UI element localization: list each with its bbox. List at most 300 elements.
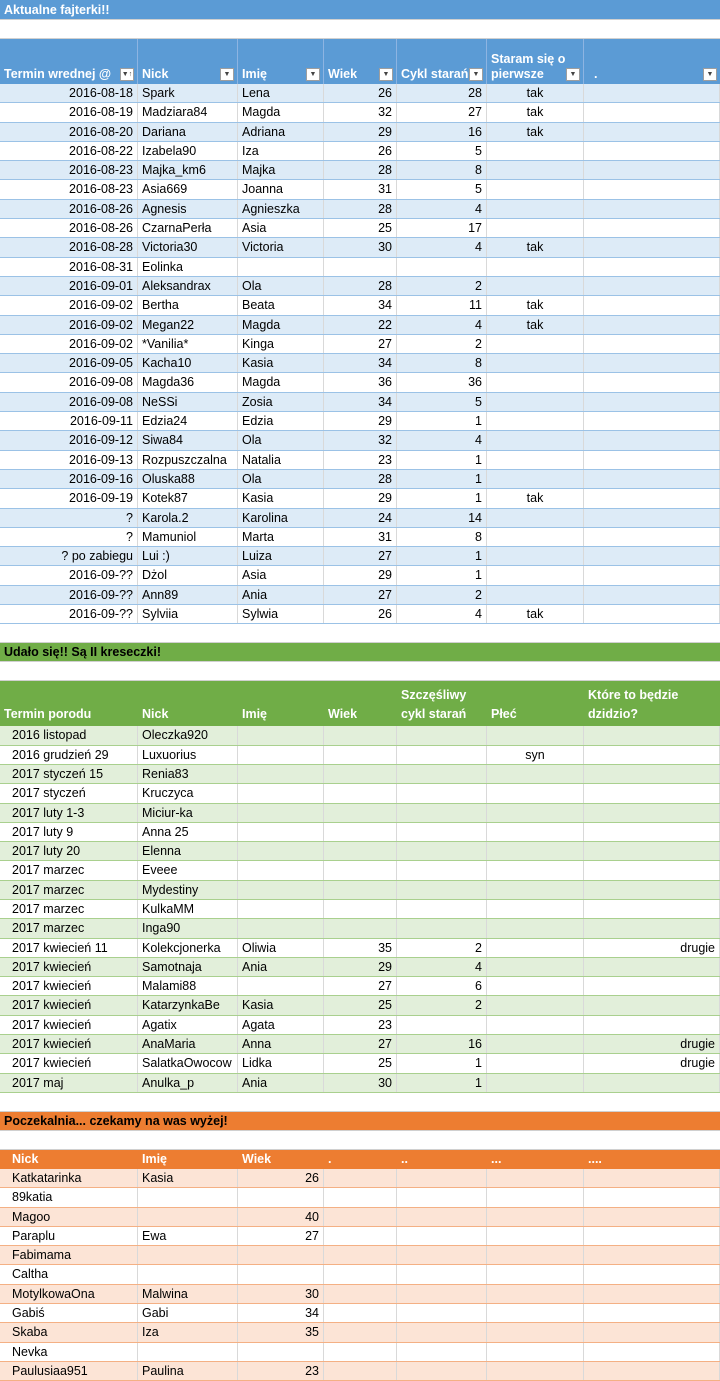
table-cell[interactable]: [487, 161, 584, 179]
table-cell[interactable]: Aleksandrax: [138, 277, 238, 295]
table-cell[interactable]: 2017 marzec: [0, 900, 138, 918]
table-cell[interactable]: [324, 1362, 397, 1380]
table-cell[interactable]: 17: [397, 219, 487, 237]
table-cell[interactable]: [397, 765, 487, 783]
table-cell[interactable]: [584, 996, 720, 1014]
table-cell[interactable]: [487, 900, 584, 918]
table-cell[interactable]: [584, 161, 720, 179]
table-cell[interactable]: Kinga: [238, 335, 324, 353]
table-cell[interactable]: tak: [487, 316, 584, 334]
table-cell[interactable]: [397, 861, 487, 879]
table-cell[interactable]: [584, 804, 720, 822]
table-cell[interactable]: [324, 1227, 397, 1245]
table-cell[interactable]: KulkaMM: [138, 900, 238, 918]
table-cell[interactable]: [238, 765, 324, 783]
table-cell[interactable]: [397, 1246, 487, 1264]
table-cell[interactable]: [487, 142, 584, 160]
table-cell[interactable]: 23: [324, 1016, 397, 1034]
table-cell[interactable]: Joanna: [238, 180, 324, 198]
table-cell[interactable]: 26: [238, 1169, 324, 1187]
table-cell[interactable]: [397, 1362, 487, 1380]
table-cell[interactable]: syn: [487, 746, 584, 764]
table-cell[interactable]: 25: [324, 1054, 397, 1072]
table-cell[interactable]: [584, 958, 720, 976]
table-cell[interactable]: 8: [397, 354, 487, 372]
table-cell[interactable]: 35: [324, 939, 397, 957]
table-cell[interactable]: Edzia: [238, 412, 324, 430]
table-cell[interactable]: [584, 393, 720, 411]
table-cell[interactable]: [487, 431, 584, 449]
table-cell[interactable]: [584, 489, 720, 507]
table-cell[interactable]: 28: [324, 470, 397, 488]
table-cell[interactable]: [487, 726, 584, 744]
table-cell[interactable]: 8: [397, 528, 487, 546]
table-cell[interactable]: [487, 1285, 584, 1303]
table-cell[interactable]: [397, 746, 487, 764]
table-cell[interactable]: [584, 123, 720, 141]
table-cell[interactable]: 29: [324, 489, 397, 507]
table-cell[interactable]: 35: [238, 1323, 324, 1341]
table-cell[interactable]: Bertha: [138, 296, 238, 314]
table-cell[interactable]: SalatkaOwocow: [138, 1054, 238, 1072]
table-cell[interactable]: 2016-09-02: [0, 335, 138, 353]
table-cell[interactable]: [397, 881, 487, 899]
table-cell[interactable]: [584, 1074, 720, 1092]
table-cell[interactable]: 2017 luty 1-3: [0, 804, 138, 822]
table-cell[interactable]: 27: [324, 1035, 397, 1053]
table-cell[interactable]: [324, 804, 397, 822]
table-cell[interactable]: [584, 1343, 720, 1361]
table-cell[interactable]: [584, 605, 720, 623]
table-cell[interactable]: [487, 1246, 584, 1264]
table-cell[interactable]: Elenna: [138, 842, 238, 860]
table-cell[interactable]: [584, 84, 720, 102]
table-cell[interactable]: 2016-08-18: [0, 84, 138, 102]
table-cell[interactable]: 29: [324, 123, 397, 141]
table-cell[interactable]: [324, 1343, 397, 1361]
table-cell[interactable]: tak: [487, 296, 584, 314]
table-cell[interactable]: [397, 1016, 487, 1034]
table-cell[interactable]: tak: [487, 605, 584, 623]
table-cell[interactable]: [584, 1304, 720, 1322]
table-cell[interactable]: [487, 958, 584, 976]
table-cell[interactable]: [324, 1246, 397, 1264]
table-cell[interactable]: Skaba: [0, 1323, 138, 1341]
table-cell[interactable]: [397, 1304, 487, 1322]
table-cell[interactable]: 36: [397, 373, 487, 391]
table-cell[interactable]: 2: [397, 335, 487, 353]
table-cell[interactable]: [584, 1227, 720, 1245]
table-cell[interactable]: [487, 1323, 584, 1341]
table-cell[interactable]: [487, 566, 584, 584]
table-cell[interactable]: Kasia: [238, 996, 324, 1014]
filter-dropdown-icon[interactable]: ▼: [566, 68, 580, 81]
table-cell[interactable]: Izabela90: [138, 142, 238, 160]
table-cell[interactable]: Karola.2: [138, 509, 238, 527]
table-cell[interactable]: tak: [487, 489, 584, 507]
table-cell[interactable]: Magoo: [0, 1208, 138, 1226]
table-cell[interactable]: Paulina: [138, 1362, 238, 1380]
filter-dropdown-icon[interactable]: ▼: [306, 68, 320, 81]
table-cell[interactable]: Siwa84: [138, 431, 238, 449]
table-cell[interactable]: [397, 1265, 487, 1283]
table-cell[interactable]: Inga90: [138, 919, 238, 937]
table-cell[interactable]: [487, 1016, 584, 1034]
table-cell[interactable]: [487, 1074, 584, 1092]
table-cell[interactable]: 28: [324, 200, 397, 218]
table-cell[interactable]: Adriana: [238, 123, 324, 141]
table-cell[interactable]: [397, 919, 487, 937]
table-cell[interactable]: [397, 842, 487, 860]
table-cell[interactable]: [487, 373, 584, 391]
table-cell[interactable]: 2017 luty 9: [0, 823, 138, 841]
table-cell[interactable]: [584, 335, 720, 353]
table-cell[interactable]: drugie: [584, 1054, 720, 1072]
table-cell[interactable]: Nevka: [0, 1343, 138, 1361]
table-cell[interactable]: tak: [487, 123, 584, 141]
table-cell[interactable]: [584, 977, 720, 995]
table-cell[interactable]: [397, 1285, 487, 1303]
table-cell[interactable]: Agnesis: [138, 200, 238, 218]
table-cell[interactable]: [487, 219, 584, 237]
table-cell[interactable]: Lui :): [138, 547, 238, 565]
table-cell[interactable]: 1: [397, 470, 487, 488]
table-cell[interactable]: AnaMaria: [138, 1035, 238, 1053]
table-cell[interactable]: [487, 451, 584, 469]
header-wiek[interactable]: Wiek ▼: [324, 39, 397, 84]
table-cell[interactable]: Karolina: [238, 509, 324, 527]
table-cell[interactable]: 2017 marzec: [0, 881, 138, 899]
table-cell[interactable]: 1: [397, 412, 487, 430]
table-cell[interactable]: Asia: [238, 566, 324, 584]
table-cell[interactable]: ?: [0, 528, 138, 546]
table-cell[interactable]: 4: [397, 431, 487, 449]
table-cell[interactable]: Eveee: [138, 861, 238, 879]
table-cell[interactable]: Ewa: [138, 1227, 238, 1245]
table-cell[interactable]: Katkatarinka: [0, 1169, 138, 1187]
table-cell[interactable]: [584, 142, 720, 160]
table-cell[interactable]: [584, 296, 720, 314]
table-cell[interactable]: Ania: [238, 586, 324, 604]
table-cell[interactable]: [324, 784, 397, 802]
table-cell[interactable]: [584, 861, 720, 879]
table-cell[interactable]: [238, 726, 324, 744]
table-cell[interactable]: [487, 470, 584, 488]
table-cell[interactable]: 34: [324, 296, 397, 314]
table-cell[interactable]: [487, 509, 584, 527]
table-cell[interactable]: Miciur-ka: [138, 804, 238, 822]
table-cell[interactable]: [584, 1246, 720, 1264]
table-cell[interactable]: [238, 1265, 324, 1283]
table-cell[interactable]: Kotek87: [138, 489, 238, 507]
table-cell[interactable]: [584, 1208, 720, 1226]
table-cell[interactable]: [584, 1285, 720, 1303]
table-cell[interactable]: Gabi: [138, 1304, 238, 1322]
table-cell[interactable]: [487, 393, 584, 411]
table-cell[interactable]: Natalia: [238, 451, 324, 469]
table-cell[interactable]: Dariana: [138, 123, 238, 141]
table-cell[interactable]: Iza: [138, 1323, 238, 1341]
table-cell[interactable]: [324, 823, 397, 841]
table-cell[interactable]: [324, 1304, 397, 1322]
table-cell[interactable]: [487, 1035, 584, 1053]
table-cell[interactable]: 1: [397, 489, 487, 507]
table-cell[interactable]: Paraplu: [0, 1227, 138, 1245]
table-cell[interactable]: KatarzynkaBe: [138, 996, 238, 1014]
table-cell[interactable]: [324, 765, 397, 783]
table-cell[interactable]: Renia83: [138, 765, 238, 783]
table-cell[interactable]: [584, 200, 720, 218]
table-cell[interactable]: Beata: [238, 296, 324, 314]
header-pierwsze[interactable]: Staram się o pierwsze ▼: [487, 39, 584, 84]
table-cell[interactable]: ? po zabiegu: [0, 547, 138, 565]
table-cell[interactable]: [584, 726, 720, 744]
table-cell[interactable]: [584, 528, 720, 546]
table-cell[interactable]: 2016-08-19: [0, 103, 138, 121]
table-cell[interactable]: [584, 354, 720, 372]
table-cell[interactable]: Gabiś: [0, 1304, 138, 1322]
table-cell[interactable]: [397, 258, 487, 276]
table-cell[interactable]: Marta: [238, 528, 324, 546]
table-cell[interactable]: Luxuorius: [138, 746, 238, 764]
table-cell[interactable]: Kasia: [238, 489, 324, 507]
table-cell[interactable]: [584, 566, 720, 584]
table-cell[interactable]: Asia669: [138, 180, 238, 198]
table-cell[interactable]: 2016-09-02: [0, 296, 138, 314]
table-cell[interactable]: tak: [487, 84, 584, 102]
table-cell[interactable]: Agnieszka: [238, 200, 324, 218]
table-cell[interactable]: Ann89: [138, 586, 238, 604]
table-cell[interactable]: drugie: [584, 939, 720, 957]
table-cell[interactable]: [487, 881, 584, 899]
table-cell[interactable]: Megan22: [138, 316, 238, 334]
table-cell[interactable]: ?: [0, 509, 138, 527]
table-cell[interactable]: [487, 861, 584, 879]
table-cell[interactable]: [584, 316, 720, 334]
table-cell[interactable]: 2017 styczeń: [0, 784, 138, 802]
table-cell[interactable]: [397, 726, 487, 744]
table-cell[interactable]: CzarnaPerła: [138, 219, 238, 237]
table-cell[interactable]: 2016-08-23: [0, 161, 138, 179]
table-cell[interactable]: Kacha10: [138, 354, 238, 372]
table-cell[interactable]: [238, 1343, 324, 1361]
table-cell[interactable]: [584, 1265, 720, 1283]
table-cell[interactable]: Kruczyca: [138, 784, 238, 802]
table-cell[interactable]: Magda: [238, 103, 324, 121]
table-cell[interactable]: [584, 1188, 720, 1206]
table-cell[interactable]: [584, 412, 720, 430]
table-cell[interactable]: 40: [238, 1208, 324, 1226]
filter-dropdown-icon[interactable]: ▼: [703, 68, 717, 81]
table-cell[interactable]: [487, 823, 584, 841]
table-cell[interactable]: [324, 726, 397, 744]
table-cell[interactable]: [487, 784, 584, 802]
table-cell[interactable]: Oliwia: [238, 939, 324, 957]
table-cell[interactable]: [138, 1265, 238, 1283]
table-cell[interactable]: [584, 258, 720, 276]
table-cell[interactable]: [584, 881, 720, 899]
table-cell[interactable]: [584, 219, 720, 237]
table-cell[interactable]: [487, 1265, 584, 1283]
table-cell[interactable]: Edzia24: [138, 412, 238, 430]
table-cell[interactable]: [397, 784, 487, 802]
table-cell[interactable]: 2016-08-23: [0, 180, 138, 198]
table-cell[interactable]: Oleczka920: [138, 726, 238, 744]
table-cell[interactable]: 4: [397, 958, 487, 976]
table-cell[interactable]: 26: [324, 84, 397, 102]
table-cell[interactable]: [584, 547, 720, 565]
table-cell[interactable]: 28: [324, 277, 397, 295]
table-cell[interactable]: 27: [324, 547, 397, 565]
table-cell[interactable]: [138, 1208, 238, 1226]
table-cell[interactable]: [238, 258, 324, 276]
table-cell[interactable]: [324, 919, 397, 937]
table-cell[interactable]: 2016-09-16: [0, 470, 138, 488]
table-cell[interactable]: Sylwia: [238, 605, 324, 623]
table-cell[interactable]: Lidka: [238, 1054, 324, 1072]
table-cell[interactable]: Madziara84: [138, 103, 238, 121]
table-cell[interactable]: [487, 180, 584, 198]
table-cell[interactable]: [238, 823, 324, 841]
table-cell[interactable]: 2017 kwiecień 11: [0, 939, 138, 957]
table-cell[interactable]: Kasia: [238, 354, 324, 372]
table-cell[interactable]: Magda36: [138, 373, 238, 391]
table-cell[interactable]: 8: [397, 161, 487, 179]
table-cell[interactable]: [487, 1304, 584, 1322]
table-cell[interactable]: 28: [324, 161, 397, 179]
table-cell[interactable]: 27: [324, 977, 397, 995]
table-cell[interactable]: [584, 586, 720, 604]
table-cell[interactable]: 4: [397, 238, 487, 256]
table-cell[interactable]: Eolinka: [138, 258, 238, 276]
table-cell[interactable]: 26: [324, 605, 397, 623]
table-cell[interactable]: [324, 1265, 397, 1283]
table-cell[interactable]: 2016-08-26: [0, 200, 138, 218]
table-cell[interactable]: 2017 marzec: [0, 861, 138, 879]
table-cell[interactable]: 2016-09-08: [0, 373, 138, 391]
table-cell[interactable]: [397, 1227, 487, 1245]
table-cell[interactable]: 2016-09-01: [0, 277, 138, 295]
table-cell[interactable]: 22: [324, 316, 397, 334]
table-cell[interactable]: 2016-09-??: [0, 566, 138, 584]
table-cell[interactable]: 23: [238, 1362, 324, 1380]
table-cell[interactable]: Kolekcjonerka: [138, 939, 238, 957]
table-cell[interactable]: 2016-08-28: [0, 238, 138, 256]
table-cell[interactable]: Fabimama: [0, 1246, 138, 1264]
table-cell[interactable]: 30: [238, 1285, 324, 1303]
table-cell[interactable]: 31: [324, 528, 397, 546]
table-cell[interactable]: 34: [238, 1304, 324, 1322]
table-cell[interactable]: [324, 842, 397, 860]
table-cell[interactable]: 1: [397, 1074, 487, 1092]
table-cell[interactable]: 2016 listopad: [0, 726, 138, 744]
table-cell[interactable]: 2016-08-20: [0, 123, 138, 141]
table-cell[interactable]: 31: [324, 180, 397, 198]
table-cell[interactable]: [584, 180, 720, 198]
table-cell[interactable]: [397, 1169, 487, 1187]
header-nick[interactable]: Nick ▼: [138, 39, 238, 84]
table-cell[interactable]: 27: [397, 103, 487, 121]
table-cell[interactable]: [584, 373, 720, 391]
table-cell[interactable]: [584, 1016, 720, 1034]
table-cell[interactable]: 2016-08-31: [0, 258, 138, 276]
table-cell[interactable]: Malami88: [138, 977, 238, 995]
table-cell[interactable]: [397, 1208, 487, 1226]
table-cell[interactable]: [397, 823, 487, 841]
table-cell[interactable]: [487, 354, 584, 372]
table-cell[interactable]: Ania: [238, 1074, 324, 1092]
table-cell[interactable]: Agata: [238, 1016, 324, 1034]
table-cell[interactable]: 29: [324, 566, 397, 584]
table-cell[interactable]: Dżol: [138, 566, 238, 584]
table-cell[interactable]: 2: [397, 939, 487, 957]
table-cell[interactable]: 36: [324, 373, 397, 391]
table-cell[interactable]: [324, 258, 397, 276]
header-dot[interactable]: . ▼: [584, 39, 720, 84]
table-cell[interactable]: [584, 431, 720, 449]
table-cell[interactable]: [487, 1169, 584, 1187]
table-cell[interactable]: Ola: [238, 431, 324, 449]
table-cell[interactable]: Caltha: [0, 1265, 138, 1283]
table-cell[interactable]: Luiza: [238, 547, 324, 565]
table-cell[interactable]: Anulka_p: [138, 1074, 238, 1092]
table-cell[interactable]: 34: [324, 393, 397, 411]
table-cell[interactable]: 2016-09-13: [0, 451, 138, 469]
sort-ascending-filter-icon[interactable]: ▼↑: [120, 68, 134, 81]
table-cell[interactable]: 11: [397, 296, 487, 314]
table-cell[interactable]: [238, 746, 324, 764]
table-cell[interactable]: [487, 200, 584, 218]
table-cell[interactable]: 29: [324, 412, 397, 430]
table-cell[interactable]: 2: [397, 996, 487, 1014]
table-cell[interactable]: 5: [397, 393, 487, 411]
table-cell[interactable]: MotylkowaOna: [0, 1285, 138, 1303]
table-cell[interactable]: 2017 kwiecień: [0, 977, 138, 995]
table-cell[interactable]: 23: [324, 451, 397, 469]
table-cell[interactable]: 28: [397, 84, 487, 102]
table-cell[interactable]: [487, 842, 584, 860]
table-cell[interactable]: [487, 939, 584, 957]
table-cell[interactable]: 2: [397, 277, 487, 295]
table-cell[interactable]: [584, 784, 720, 802]
table-cell[interactable]: 25: [324, 219, 397, 237]
table-cell[interactable]: 5: [397, 142, 487, 160]
filter-dropdown-icon[interactable]: ▼: [379, 68, 393, 81]
table-cell[interactable]: [238, 842, 324, 860]
table-cell[interactable]: [324, 881, 397, 899]
table-cell[interactable]: [487, 1188, 584, 1206]
table-cell[interactable]: Paulusiaa951: [0, 1362, 138, 1380]
table-cell[interactable]: Victoria: [238, 238, 324, 256]
table-cell[interactable]: 2016-08-22: [0, 142, 138, 160]
table-cell[interactable]: [584, 919, 720, 937]
table-cell[interactable]: 24: [324, 509, 397, 527]
table-cell[interactable]: 2017 kwiecień: [0, 958, 138, 976]
table-cell[interactable]: [584, 1169, 720, 1187]
table-cell[interactable]: 16: [397, 123, 487, 141]
table-cell[interactable]: 2017 kwiecień: [0, 1016, 138, 1034]
table-cell[interactable]: [238, 919, 324, 937]
table-cell[interactable]: Spark: [138, 84, 238, 102]
table-cell[interactable]: Sylviia: [138, 605, 238, 623]
table-cell[interactable]: [487, 765, 584, 783]
table-cell[interactable]: 1: [397, 1054, 487, 1072]
table-cell[interactable]: Magda: [238, 316, 324, 334]
table-cell[interactable]: Ania: [238, 958, 324, 976]
table-cell[interactable]: [584, 1323, 720, 1341]
table-cell[interactable]: 1: [397, 566, 487, 584]
table-cell[interactable]: 34: [324, 354, 397, 372]
